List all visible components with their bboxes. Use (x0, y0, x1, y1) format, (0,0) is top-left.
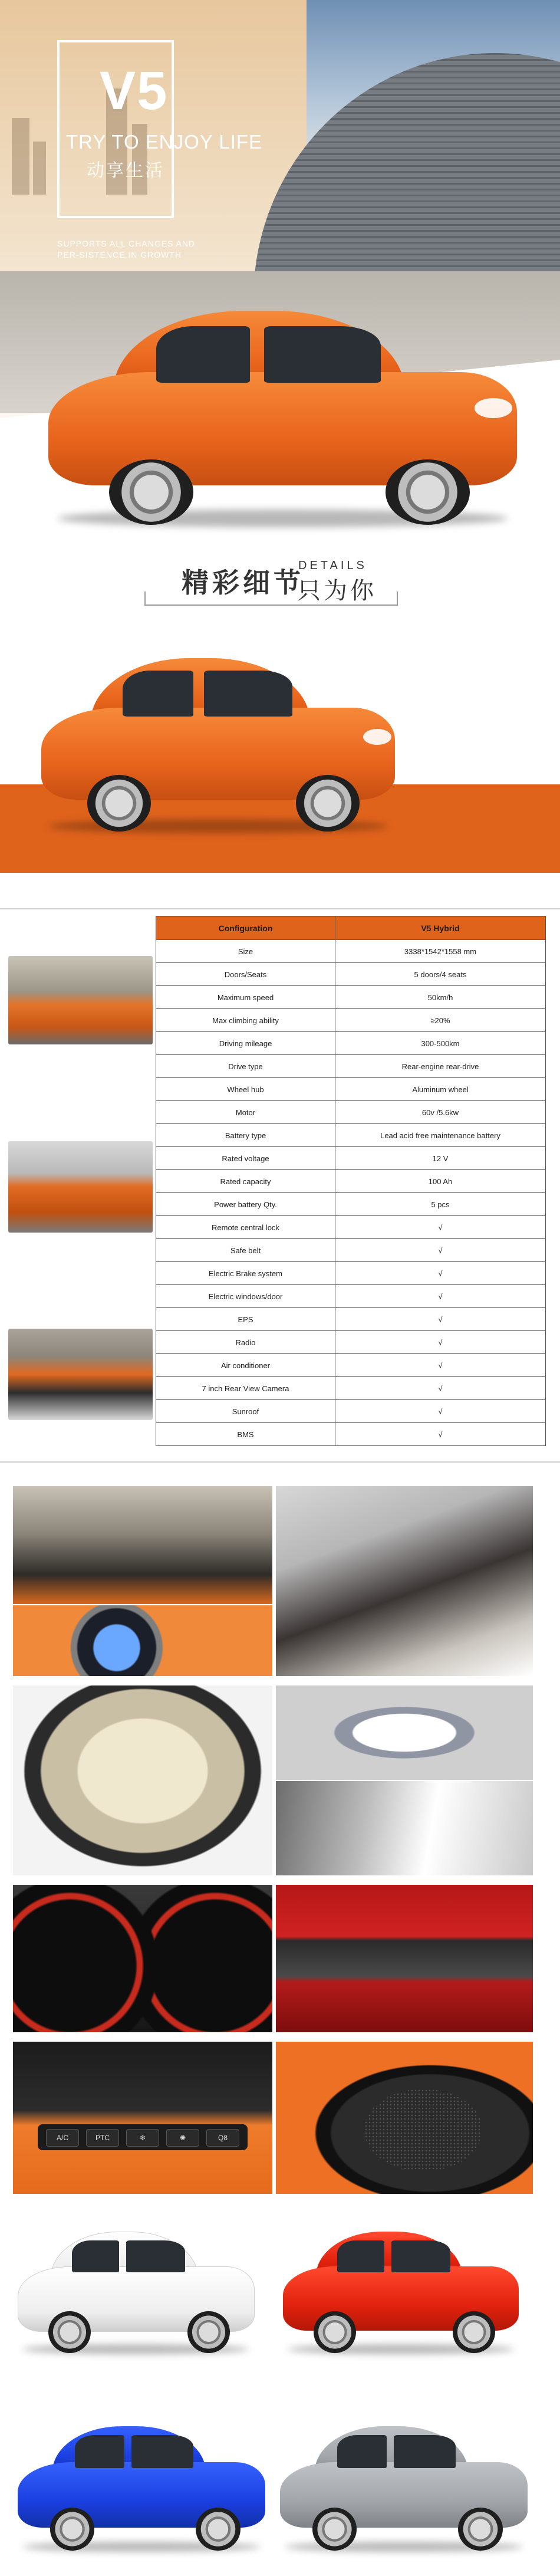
spec-table-body (156, 940, 546, 1446)
blue-car-image (18, 2424, 265, 2551)
sunroof-photo (276, 1685, 533, 1780)
spec-row (156, 1055, 546, 1078)
spec-value: √ (335, 1239, 546, 1262)
color-variants (0, 2217, 560, 2576)
spec-value: 3338*1542*1558 mm (335, 940, 546, 963)
spec-row (156, 1354, 546, 1377)
slogan-cn: 动享生活 (87, 161, 164, 180)
spec-value: √ (335, 1262, 546, 1285)
spec-row (156, 1423, 546, 1446)
spec-label: BMS (156, 1423, 335, 1446)
spec-section (0, 916, 560, 1460)
spec-value: 12 V (335, 1147, 546, 1170)
spec-label: Safe belt (156, 1239, 335, 1262)
grey-car-image (280, 2424, 528, 2551)
spec-label: Maximum speed (156, 986, 335, 1009)
spec-label: Power battery Qty. (156, 1193, 335, 1216)
spec-row (156, 1308, 546, 1331)
spec-row (156, 1170, 546, 1193)
defrost-button: ✺ (166, 2129, 199, 2147)
spec-row (156, 1032, 546, 1055)
spec-row (156, 1078, 546, 1101)
thumbnail-doors-open-image (8, 1329, 153, 1420)
spec-row (156, 1101, 546, 1124)
hero-caption: SUPPORTS ALL CHANGES AND PER-SISTENCE IN GROWTH (57, 239, 196, 259)
spec-label: EPS (156, 1308, 335, 1331)
spec-label: Rated voltage (156, 1147, 335, 1170)
spec-table (156, 916, 546, 1446)
trunk-photo (13, 1685, 272, 1875)
spec-label: Electric windows/door (156, 1285, 335, 1308)
spec-value: 5 doors/4 seats (335, 963, 546, 986)
spec-value: 300-500km (335, 1032, 546, 1055)
white-car-image (18, 2229, 253, 2353)
spec-label: Remote central lock (156, 1216, 335, 1239)
spec-row (156, 1216, 546, 1239)
spec-value: √ (335, 1285, 546, 1308)
spec-row (156, 1009, 546, 1032)
thumbnail-front-image (8, 956, 153, 1044)
details-heading-en: DETAILS (298, 559, 367, 572)
spec-label: Radio (156, 1331, 335, 1354)
headlamp-photo (276, 1781, 533, 1875)
front-seat-photo (276, 1486, 533, 1676)
spec-label: 7 inch Rear View Camera (156, 1377, 335, 1400)
ac-button: A/C (46, 2129, 79, 2147)
spec-value: √ (335, 1331, 546, 1354)
spec-label: Rated capacity (156, 1170, 335, 1193)
spec-row (156, 1193, 546, 1216)
spec-label: Motor (156, 1101, 335, 1124)
spec-value: √ (335, 1400, 546, 1423)
spec-row (156, 1331, 546, 1354)
spec-label: Wheel hub (156, 1078, 335, 1101)
spec-row (156, 1239, 546, 1262)
spec-value: Rear-engine rear-drive (335, 1055, 546, 1078)
spec-value: √ (335, 1216, 546, 1239)
spec-row (156, 1400, 546, 1423)
skyline-building (33, 142, 46, 195)
spec-value: 5 pcs (335, 1193, 546, 1216)
slogan: TRY TO ENJOY LIFE (66, 131, 263, 153)
hero-car-image (48, 307, 517, 525)
spec-row (156, 1147, 546, 1170)
section-divider (0, 908, 560, 909)
spec-value: 100 Ah (335, 1170, 546, 1193)
recirculate-button: Q8 (206, 2129, 239, 2147)
gear-knob-photo (13, 1605, 272, 1676)
details-heading-cn-secondary: 只为你 (297, 578, 377, 604)
spec-header-configuration: Configuration (156, 916, 335, 940)
detail-gallery (0, 1486, 560, 2200)
spec-value: 60v /5.6kw (335, 1101, 546, 1124)
spec-value: 50km/h (335, 986, 546, 1009)
spec-row (156, 1262, 546, 1285)
spec-label: Size (156, 940, 335, 963)
spec-row (156, 1377, 546, 1400)
spec-value: √ (335, 1423, 546, 1446)
spec-row (156, 986, 546, 1009)
spec-row (156, 963, 546, 986)
spec-value: Lead acid free maintenance battery (335, 1124, 546, 1147)
spec-table-header-row (156, 916, 546, 940)
ac-panel-photo (13, 2042, 272, 2194)
spec-value: √ (335, 1354, 546, 1377)
spec-label: Max climbing ability (156, 1009, 335, 1032)
hero-banner (0, 0, 560, 548)
dashboard-photo (13, 1486, 272, 1604)
spec-value: ≥20% (335, 1009, 546, 1032)
spec-label: Electric Brake system (156, 1262, 335, 1285)
model-name: V5 (99, 61, 169, 121)
spec-label: Battery type (156, 1124, 335, 1147)
spec-value: √ (335, 1308, 546, 1331)
ptc-button: PTC (86, 2129, 119, 2147)
red-car-image (283, 2229, 519, 2353)
spec-label: Driving mileage (156, 1032, 335, 1055)
spec-header-model: V5 Hybrid (335, 916, 546, 940)
spec-label: Air conditioner (156, 1354, 335, 1377)
fan-button: ❄ (126, 2129, 159, 2147)
window-switch-photo (276, 1885, 533, 2032)
spec-row (156, 940, 546, 963)
thumbnail-rear-image (8, 1141, 153, 1233)
spec-value: √ (335, 1377, 546, 1400)
spec-row (156, 1285, 546, 1308)
spec-label: Doors/Seats (156, 963, 335, 986)
spec-label: Sunroof (156, 1400, 335, 1423)
section-divider (0, 1461, 560, 1463)
side-view-car-image (41, 655, 395, 832)
spec-row (156, 1124, 546, 1147)
details-heading-cn: 精彩细节 (178, 561, 308, 600)
skyline-building (12, 118, 29, 195)
door-speaker-photo (276, 2042, 533, 2194)
instrument-cluster-photo (13, 1885, 272, 2032)
spec-value: Aluminum wheel (335, 1078, 546, 1101)
speaker-grille (364, 2089, 482, 2171)
spec-label: Drive type (156, 1055, 335, 1078)
ac-button-bar (38, 2124, 248, 2150)
